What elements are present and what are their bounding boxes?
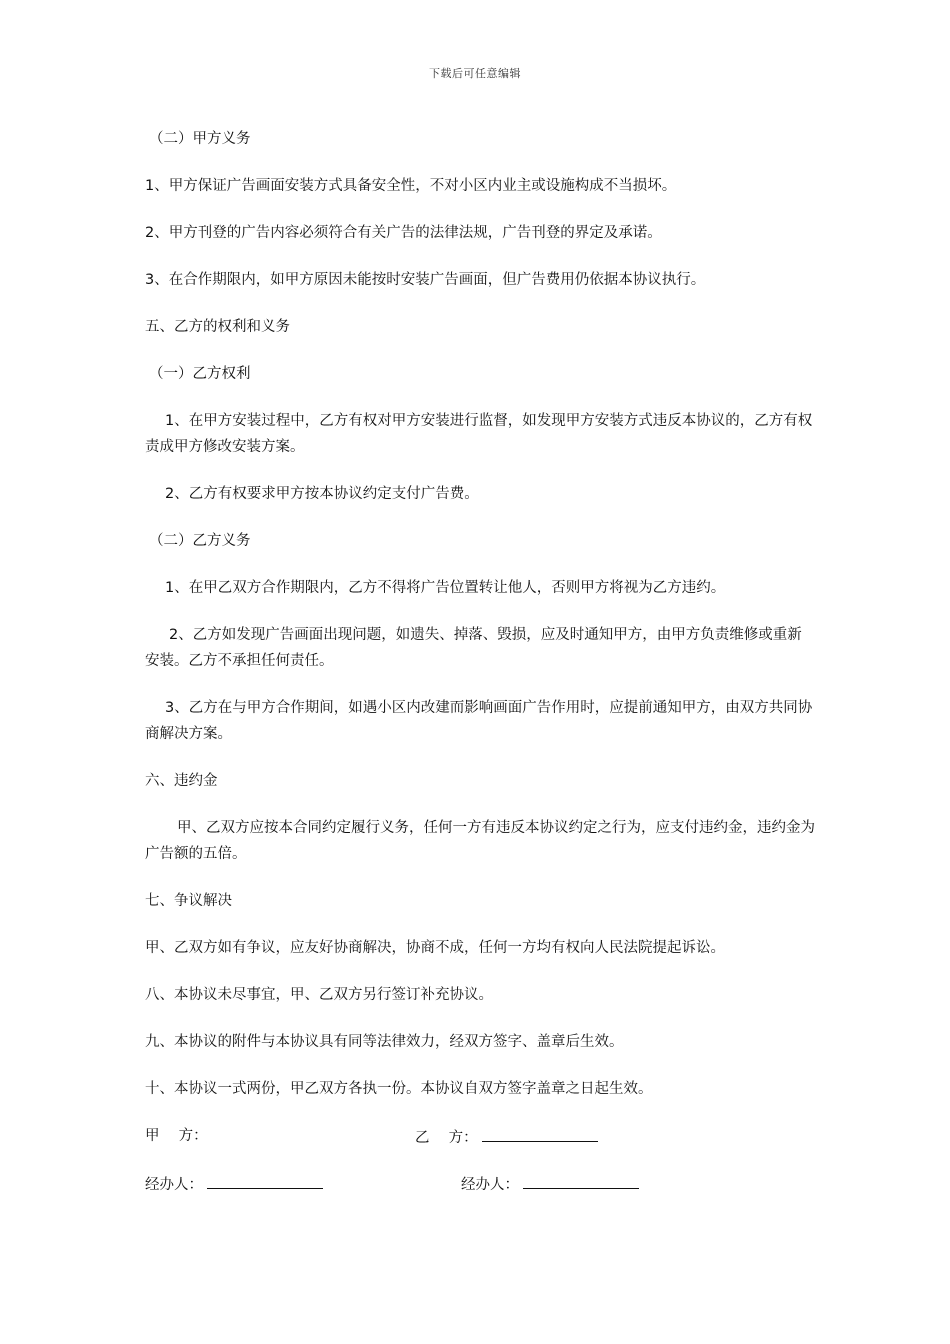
clause-paragraph: 甲、乙双方如有争议，应友好协商解决，协商不成，任何一方均有权向人民法院提起诉讼。 bbox=[145, 940, 725, 956]
section-heading: 五、乙方的权利和义务 bbox=[145, 319, 290, 335]
clause-paragraph: 八、本协议未尽事宜，甲、乙双方另行签订补充协议。 bbox=[145, 987, 493, 1003]
clause-paragraph: 2、乙方有权要求甲方按本协议约定支付广告费。 bbox=[165, 486, 479, 502]
clause-paragraph: 2、乙方如发现广告画面出现问题，如遗失、掉落、毁损，应及时通知甲方，由甲方负责维修或重新安装。乙方不承担任何责任。 bbox=[145, 627, 802, 669]
clause-paragraph: 2、甲方刊登的广告内容必须符合有关广告的法律法规，广告刊登的界定及承诺。 bbox=[145, 225, 662, 241]
section-heading: （二）乙方义务 bbox=[149, 533, 251, 549]
party-b-label: 乙 方： bbox=[415, 1130, 478, 1146]
section-heading: 七、争议解决 bbox=[145, 893, 232, 909]
document-body bbox=[145, 126, 815, 1217]
party-a-label: 甲 方： bbox=[145, 1128, 208, 1144]
agent-a-signature-line bbox=[207, 1170, 323, 1189]
clause-paragraph: 1、甲方保证广告画面安装方式具备安全性，不对小区内业主或设施构成不当损坏。 bbox=[145, 178, 677, 194]
agent-b-signature-line bbox=[523, 1170, 639, 1189]
agent-signature-row bbox=[145, 1170, 815, 1196]
clause-paragraph: 甲、乙双方应按本合同约定履行义务，任何一方有违反本协议约定之行为，应支付违约金，违约金为广告额的五倍。 bbox=[145, 820, 815, 862]
clause-paragraph: 1、在甲乙双方合作期限内，乙方不得将广告位置转让他人，否则甲方将视为乙方违约。 bbox=[165, 580, 726, 596]
party-b-signature-line bbox=[482, 1123, 598, 1142]
agent-a-field bbox=[145, 1170, 323, 1198]
party-signature-row bbox=[145, 1123, 815, 1149]
section-heading: 六、违约金 bbox=[145, 773, 218, 789]
clause-paragraph: 十、本协议一式两份，甲乙双方各执一份。本协议自双方签字盖章之日起生效。 bbox=[145, 1081, 653, 1097]
section-heading: （一）乙方权利 bbox=[149, 366, 251, 382]
party-b-field bbox=[415, 1123, 598, 1151]
clause-paragraph: 1、在甲方安装过程中，乙方有权对甲方安装进行监督，如发现甲方安装方式违反本协议的，乙方有权责成甲方修改安装方案。 bbox=[145, 413, 813, 455]
agent-b-label: 经办人： bbox=[461, 1177, 519, 1193]
agent-a-label: 经办人： bbox=[145, 1177, 203, 1193]
page-header-note: 下载后可任意编辑 bbox=[429, 67, 521, 80]
agent-b-field bbox=[461, 1170, 639, 1198]
clause-paragraph: 九、本协议的附件与本协议具有同等法律效力，经双方签字、盖章后生效。 bbox=[145, 1034, 624, 1050]
clause-paragraph: 3、在合作期限内，如甲方原因未能按时安装广告画面，但广告费用仍依据本协议执行。 bbox=[145, 272, 706, 288]
section-heading: （二）甲方义务 bbox=[149, 131, 251, 147]
clause-paragraph: 3、乙方在与甲方合作期间，如遇小区内改建而影响画面广告作用时，应提前通知甲方，由双方共同协商解决方案。 bbox=[145, 700, 813, 742]
